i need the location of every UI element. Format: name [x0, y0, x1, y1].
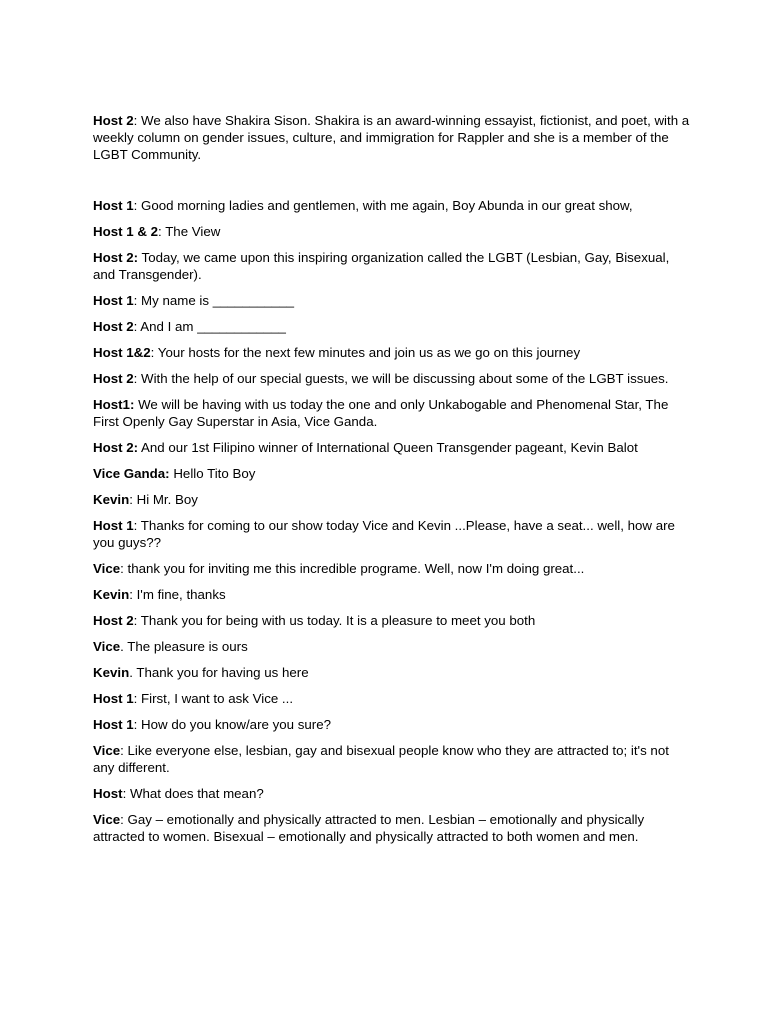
paragraph-text: Your hosts for the next few minutes and join us as we go on this journey [157, 345, 581, 360]
speaker-label: Host 1 [93, 198, 134, 213]
paragraph-text: We also have Shakira Sison. Shakira is an award-winning essayist, fictionist, and poet, with a weekly column on gender issues, culture, and immigration for Rappler and she is a member of the LGBT Community. [93, 113, 690, 162]
separator: : [133, 319, 141, 334]
transcript-paragraph [93, 318, 693, 335]
transcript-paragraph [93, 465, 693, 482]
paragraph-text: Hi Mr. Boy [136, 492, 198, 507]
separator: : [133, 613, 141, 628]
transcript-paragraph [93, 517, 693, 551]
paragraph-text: Thank you for having us here [136, 665, 309, 680]
speaker-label: Host 1 [93, 518, 134, 533]
paragraph-text: thank you for inviting me this incredible programe. Well, now I'm doing great... [127, 561, 585, 576]
transcript-paragraph [93, 249, 693, 283]
paragraph-text: We will be having with us today the one and only Unkabogable and Phenomenal Star, The First Openly Gay Superstar in Asia, Vice Ganda. [93, 397, 669, 429]
speaker-label: Host 1 [93, 691, 134, 706]
transcript-paragraph [93, 586, 693, 603]
paragraph-text: Today, we came upon this inspiring organization called the LGBT (Lesbian, Gay, Bisexual, and Transgender). [93, 250, 670, 282]
paragraph-text: Hello Tito Boy [173, 466, 256, 481]
paragraph-text: The View [165, 224, 221, 239]
speaker-label: Host1: [93, 397, 135, 412]
separator: : [120, 743, 128, 758]
separator: : [133, 371, 142, 386]
transcript-paragraph [93, 344, 693, 361]
paragraph-text: With the help of our special guests, we will be discussing about some of the LGBT issues. [141, 371, 669, 386]
transcript-paragraph [93, 112, 693, 163]
speaker-label: Host [93, 786, 123, 801]
speaker-label: Host 2 [93, 319, 134, 334]
separator: : [133, 717, 142, 732]
transcript-paragraph [93, 223, 693, 240]
speaker-label: Host 2 [93, 613, 134, 628]
transcript-paragraph [93, 197, 693, 214]
speaker-label: Host 1 [93, 717, 134, 732]
separator: : [129, 492, 137, 507]
speaker-label: Host 2: [93, 250, 139, 265]
paragraph-text: First, I want to ask Vice ... [141, 691, 294, 706]
transcript-paragraph [93, 742, 693, 776]
speaker-label: Vice [93, 561, 121, 576]
paragraph-text: My name is ___________ [141, 293, 295, 308]
transcript-paragraph [93, 811, 693, 845]
paragraph-text: The pleasure is ours [127, 639, 248, 654]
transcript-paragraph [93, 612, 693, 629]
paragraph-text: And our 1st Filipino winner of International Queen Transgender pageant, Kevin Balot [141, 440, 638, 455]
separator: : [133, 198, 142, 213]
paragraph-text: What does that mean? [129, 786, 264, 801]
separator: : [129, 587, 137, 602]
paragraph-text: Gay – emotionally and physically attracted to men. Lesbian – emotionally and physically attracted to women. Bisexual – emotionally and physically attracted to both women and men. [93, 812, 645, 844]
transcript-paragraph [93, 491, 693, 508]
speaker-label: Vice [93, 743, 121, 758]
speaker-label: Host 1 & 2 [93, 224, 159, 239]
separator: : [158, 224, 166, 239]
transcript-paragraph [93, 292, 693, 309]
speaker-label: Vice [93, 639, 121, 654]
separator: . [129, 665, 137, 680]
paragraph-text: Good morning ladies and gentlemen, with me again, Boy Abunda in our great show, [141, 198, 633, 213]
paragraph-text: Thanks for coming to our show today Vice and Kevin ...Please, have a seat... well, how are you guys?? [93, 518, 675, 550]
separator: : [133, 113, 142, 128]
transcript [93, 112, 693, 845]
paragraph-text: Like everyone else, lesbian, gay and bisexual people know who they are attracted to; it's not any different. [93, 743, 669, 775]
speaker-label: Vice [93, 812, 121, 827]
speaker-label: Kevin [93, 492, 130, 507]
paragraph-text: I'm fine, thanks [136, 587, 226, 602]
transcript-paragraph [93, 370, 693, 387]
separator: : [133, 691, 142, 706]
transcript-paragraph [93, 396, 693, 430]
speaker-label: Host 2: [93, 440, 139, 455]
separator: . [120, 639, 128, 654]
speaker-label: Host 2 [93, 113, 134, 128]
transcript-paragraph [93, 664, 693, 681]
speaker-label: Kevin [93, 587, 130, 602]
speaker-label: Host 1&2 [93, 345, 151, 360]
paragraph-text: How do you know/are you sure? [141, 717, 331, 732]
speaker-label: Host 1 [93, 293, 134, 308]
separator: : [150, 345, 158, 360]
transcript-paragraph [93, 785, 693, 802]
transcript-paragraph [93, 690, 693, 707]
transcript-paragraph [93, 560, 693, 577]
speaker-label: Kevin [93, 665, 130, 680]
transcript-paragraph [93, 439, 693, 456]
separator: : [133, 518, 141, 533]
separator: : [120, 561, 128, 576]
speaker-label: Vice Ganda: [93, 466, 170, 481]
paragraph-text: Thank you for being with us today. It is a pleasure to meet you both [140, 613, 536, 628]
speaker-label: Host 2 [93, 371, 134, 386]
paragraph-text: And I am ____________ [140, 319, 286, 334]
separator: : [133, 293, 142, 308]
separator: : [120, 812, 128, 827]
transcript-paragraph [93, 638, 693, 655]
separator: : [122, 786, 130, 801]
transcript-paragraph [93, 716, 693, 733]
